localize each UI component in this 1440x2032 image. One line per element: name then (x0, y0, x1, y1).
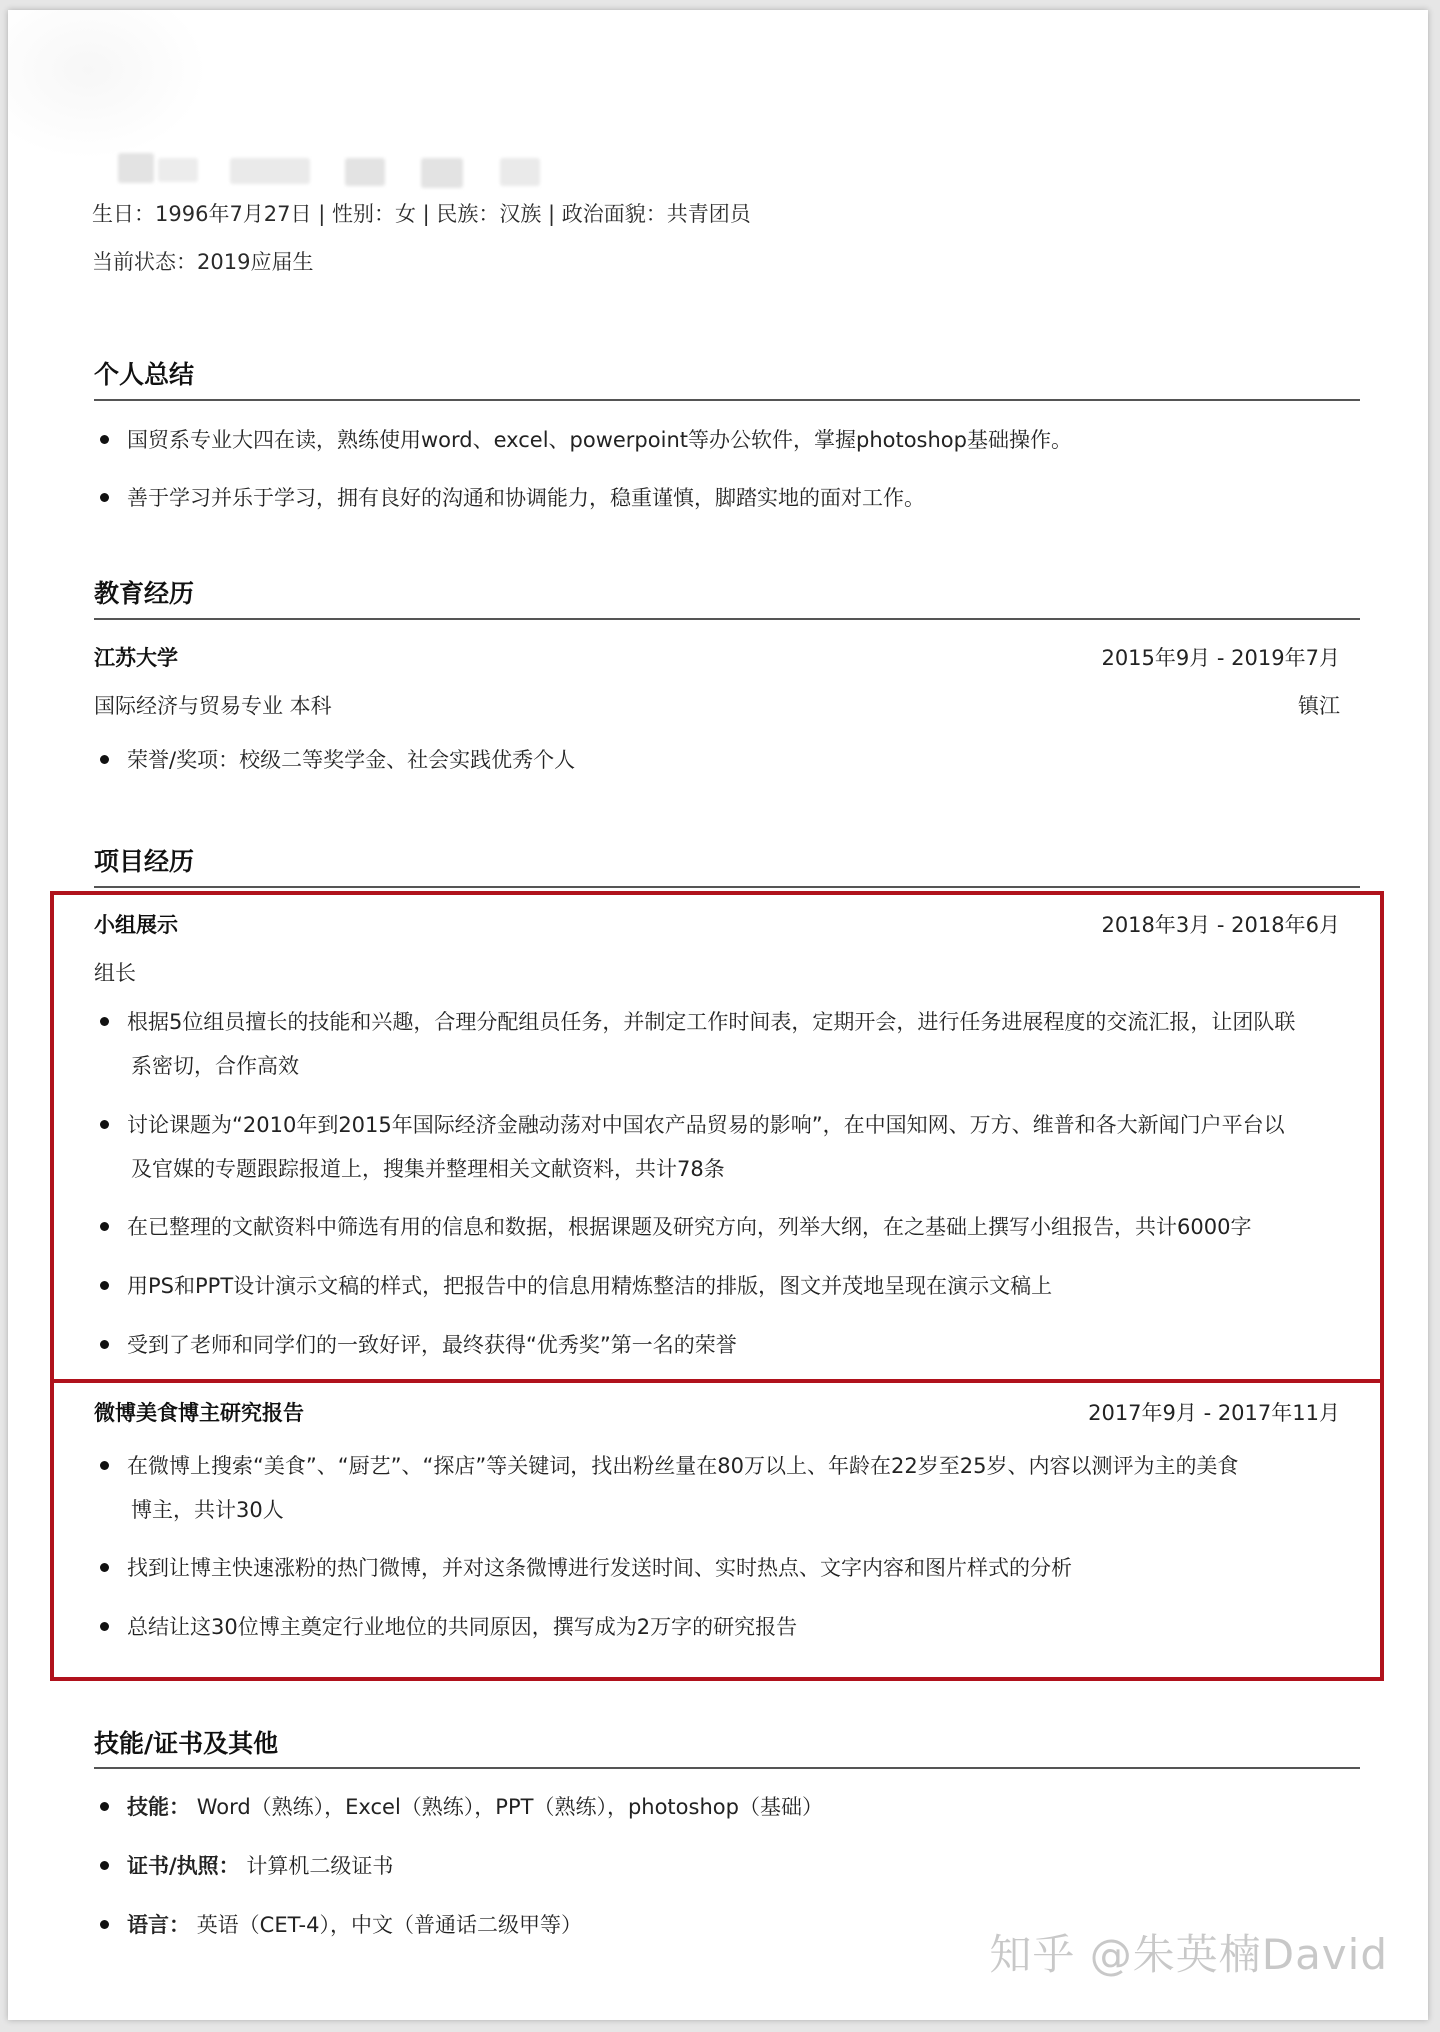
bullet-icon (100, 493, 109, 502)
section-title-summary: 个人总结 (94, 360, 195, 389)
list-item: 荣誉/奖项：校级二等奖学金、社会实践优秀个人 (100, 738, 575, 782)
bullet-icon (100, 1802, 109, 1811)
watermark: 知乎 @朱英楠David (989, 1930, 1388, 1979)
bullet-icon (100, 1920, 109, 1929)
current-status: 当前状态：2019应届生 (92, 250, 314, 274)
list-item: 总结让这30位博主奠定行业地位的共同原因，撰写成为2万字的研究报告 (100, 1605, 797, 1649)
bullet-icon (100, 435, 109, 444)
birth-info: 生日：1996年7月27日 | 性别：女 | 民族：汉族 | 政治面貌：共青团员 (92, 202, 751, 226)
page-corner (8, 10, 208, 160)
bullet-icon (100, 1017, 109, 1026)
list-item: 语言： 英语（CET-4），中文（普通话二级甲等） (100, 1903, 582, 1947)
bullet-icon (100, 755, 109, 764)
list-item: 在微博上搜索“美食”、“厨艺”、“探店”等关键词，找出粉丝量在80万以上、年龄在22岁至25岁、内容以测评为主的美食 博主，共计30人 (100, 1444, 1238, 1532)
bullet-icon (100, 1120, 109, 1129)
resume-page (8, 10, 1428, 2020)
list-item: 找到让博主快速涨粉的热门微博，并对这条微博进行发送时间、实时热点、文字内容和图片样式的分析 (100, 1546, 1072, 1590)
bullet-icon (100, 1281, 109, 1290)
section-rule (94, 1767, 1360, 1769)
project-role: 组长 (94, 961, 136, 985)
bullet-icon (100, 1340, 109, 1349)
list-item: 根据5位组员擅长的技能和兴趣，合理分配组员任务，并制定工作时间表，定期开会，进行任务进展程度的交流汇报，让团队联 系密切，合作高效 (100, 1000, 1295, 1088)
bullet-icon (100, 1622, 109, 1631)
list-item: 国贸系专业大四在读，熟练使用word、excel、powerpoint等办公软件，掌握photoshop基础操作。 (100, 418, 1072, 462)
education-major: 国际经济与贸易专业 本科 (94, 694, 332, 718)
section-rule (94, 618, 1360, 620)
project-name: 微博美食博主研究报告 (94, 1401, 304, 1425)
education-city: 镇江 (1298, 694, 1340, 718)
section-rule (94, 886, 1360, 888)
project-period: 2018年3月 - 2018年6月 (1101, 913, 1340, 937)
section-title-projects: 项目经历 (94, 847, 195, 876)
bullet-icon (100, 1563, 109, 1572)
education-period: 2015年9月 - 2019年7月 (1101, 646, 1340, 670)
list-item: 讨论课题为“2010年到2015年国际经济金融动荡对中国农产品贸易的影响”，在中国知网、万方、维普和各大新闻门户平台以 及官媒的专题跟踪报道上，搜集并整理相关文献资料，共计78条 (100, 1103, 1285, 1191)
project-period: 2017年9月 - 2017年11月 (1088, 1401, 1340, 1425)
list-item: 技能： Word（熟练），Excel（熟练），PPT（熟练），photoshop（基础） (100, 1785, 823, 1829)
section-title-skills: 技能/证书及其他 (94, 1729, 279, 1758)
project-name: 小组展示 (94, 913, 178, 937)
bullet-icon (100, 1222, 109, 1231)
list-item: 用PS和PPT设计演示文稿的样式，把报告中的信息用精炼整洁的排版，图文并茂地呈现在演示文稿上 (100, 1264, 1052, 1308)
list-item: 证书/执照： 计算机二级证书 (100, 1844, 393, 1888)
bullet-icon (100, 1461, 109, 1470)
bullet-icon (100, 1861, 109, 1870)
list-item: 在已整理的文献资料中筛选有用的信息和数据，根据课题及研究方向，列举大纲，在之基础上撰写小组报告，共计6000字 (100, 1205, 1251, 1249)
section-title-education: 教育经历 (94, 579, 195, 608)
school-name: 江苏大学 (94, 646, 178, 670)
list-item: 善于学习并乐于学习，拥有良好的沟通和协调能力，稳重谨慎，脚踏实地的面对工作。 (100, 476, 925, 520)
section-rule (94, 399, 1360, 401)
list-item: 受到了老师和同学们的一致好评，最终获得“优秀奖”第一名的荣誉 (100, 1323, 737, 1367)
